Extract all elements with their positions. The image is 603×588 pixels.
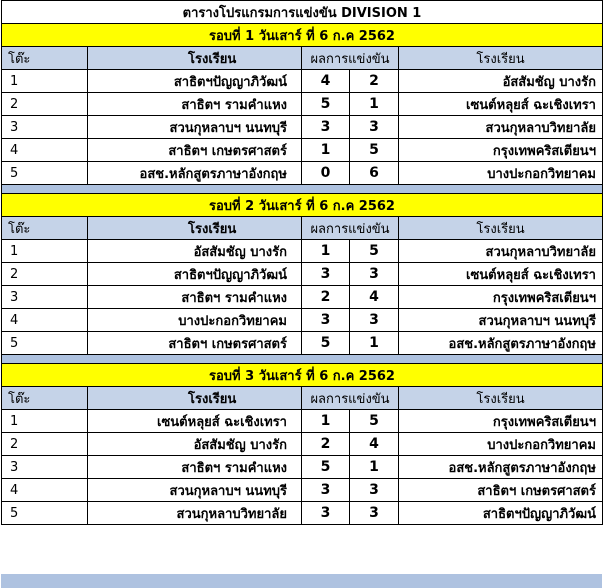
away-school: เซนต์หลุยส์ ฉะเชิงเทรา bbox=[399, 263, 603, 286]
home-school: สวนกุหลาบฯ นนทบุรี bbox=[88, 116, 302, 139]
table-number: 5 bbox=[2, 502, 88, 525]
away-score: 4 bbox=[350, 433, 399, 456]
match-row bbox=[2, 93, 603, 116]
page-title: ตารางโปรแกรมการแข่งขัน DIVISION 1 bbox=[2, 1, 603, 24]
home-school: บางปะกอกวิทยาคม bbox=[88, 309, 302, 332]
away-school: กรุงเทพคริสเตียนฯ bbox=[399, 410, 603, 433]
table-number: 3 bbox=[2, 286, 88, 309]
round-header-row bbox=[2, 24, 603, 47]
home-school: อสช.หลักสูตรภาษาอังกฤษ bbox=[88, 162, 302, 185]
away-school: กรุงเทพคริสเตียนฯ bbox=[399, 286, 603, 309]
header-away-school: โรงเรียน bbox=[399, 47, 603, 70]
away-school: บางปะกอกวิทยาคม bbox=[399, 162, 603, 185]
match-row bbox=[2, 139, 603, 162]
home-score: 5 bbox=[302, 332, 350, 355]
away-score: 3 bbox=[350, 116, 399, 139]
away-school: เซนต์หลุยส์ ฉะเชิงเทรา bbox=[399, 93, 603, 116]
away-score: 5 bbox=[350, 410, 399, 433]
header-result: ผลการแข่งขัน bbox=[302, 217, 399, 240]
separator-cell bbox=[2, 185, 603, 194]
table-number: 5 bbox=[2, 332, 88, 355]
away-school: สวนกุหลาบวิทยาลัย bbox=[399, 240, 603, 263]
schedule-body bbox=[2, 1, 603, 525]
away-score: 3 bbox=[350, 502, 399, 525]
away-score: 3 bbox=[350, 479, 399, 502]
home-score: 1 bbox=[302, 240, 350, 263]
away-school: อัสสัมชัญ บางรัก bbox=[399, 70, 603, 93]
match-row bbox=[2, 502, 603, 525]
table-number: 1 bbox=[2, 70, 88, 93]
match-row bbox=[2, 240, 603, 263]
home-school: สาธิตฯ รามคำแหง bbox=[88, 93, 302, 116]
away-school: สาธิตฯ เกษตรศาสตร์ bbox=[399, 479, 603, 502]
match-row bbox=[2, 263, 603, 286]
home-school: สาธิตฯ รามคำแหง bbox=[88, 456, 302, 479]
home-score: 2 bbox=[302, 433, 350, 456]
home-score: 2 bbox=[302, 286, 350, 309]
away-school: อสช.หลักสูตรภาษาอังกฤษ bbox=[399, 456, 603, 479]
home-school: สวนกุหลาบฯ นนทบุรี bbox=[88, 479, 302, 502]
away-school: สวนกุหลาบวิทยาลัย bbox=[399, 116, 603, 139]
home-score: 4 bbox=[302, 70, 350, 93]
round-label: รอบที่ 2 วันเสาร์ ที่ 6 ก.ค 2562 bbox=[2, 194, 603, 217]
home-school: สาธิตฯปัญญาภิวัฒน์ bbox=[88, 70, 302, 93]
home-school: สาธิตฯ เกษตรศาสตร์ bbox=[88, 332, 302, 355]
column-header-row bbox=[2, 217, 603, 240]
match-row bbox=[2, 332, 603, 355]
match-row bbox=[2, 309, 603, 332]
away-score: 6 bbox=[350, 162, 399, 185]
home-score: 0 bbox=[302, 162, 350, 185]
home-school: สาธิตฯปัญญาภิวัฒน์ bbox=[88, 263, 302, 286]
separator-cell bbox=[2, 355, 603, 364]
table-number: 4 bbox=[2, 479, 88, 502]
table-number: 4 bbox=[2, 309, 88, 332]
table-number: 1 bbox=[2, 240, 88, 263]
away-score: 3 bbox=[350, 309, 399, 332]
match-row bbox=[2, 162, 603, 185]
home-school: อัสสัมชัญ บางรัก bbox=[88, 433, 302, 456]
table-number: 2 bbox=[2, 93, 88, 116]
header-result: ผลการแข่งขัน bbox=[302, 387, 399, 410]
home-school: สวนกุหลาบวิทยาลัย bbox=[88, 502, 302, 525]
schedule-table bbox=[1, 0, 603, 525]
home-score: 5 bbox=[302, 93, 350, 116]
home-score: 5 bbox=[302, 456, 350, 479]
match-row bbox=[2, 433, 603, 456]
column-header-row bbox=[2, 47, 603, 70]
round-label: รอบที่ 3 วันเสาร์ ที่ 6 ก.ค 2562 bbox=[2, 364, 603, 387]
away-score: 5 bbox=[350, 240, 399, 263]
round-separator bbox=[2, 185, 603, 194]
home-school: เซนต์หลุยส์ ฉะเชิงเทรา bbox=[88, 410, 302, 433]
table-number: 3 bbox=[2, 456, 88, 479]
column-header-row bbox=[2, 387, 603, 410]
away-score: 5 bbox=[350, 139, 399, 162]
home-score: 1 bbox=[302, 139, 350, 162]
away-school: บางปะกอกวิทยาคม bbox=[399, 433, 603, 456]
table-number: 1 bbox=[2, 410, 88, 433]
header-home-school: โรงเรียน bbox=[88, 217, 302, 240]
round-label: รอบที่ 1 วันเสาร์ ที่ 6 ก.ค 2562 bbox=[2, 24, 603, 47]
home-score: 3 bbox=[302, 309, 350, 332]
home-school: สาธิตฯ รามคำแหง bbox=[88, 286, 302, 309]
away-score: 1 bbox=[350, 456, 399, 479]
header-away-school: โรงเรียน bbox=[399, 217, 603, 240]
home-school: สาธิตฯ เกษตรศาสตร์ bbox=[88, 139, 302, 162]
header-result: ผลการแข่งขัน bbox=[302, 47, 399, 70]
away-score: 1 bbox=[350, 93, 399, 116]
table-number: 5 bbox=[2, 162, 88, 185]
header-table: โต๊ะ bbox=[2, 217, 88, 240]
header-away-school: โรงเรียน bbox=[399, 387, 603, 410]
away-school: อสช.หลักสูตรภาษาอังกฤษ bbox=[399, 332, 603, 355]
match-row bbox=[2, 479, 603, 502]
title-row bbox=[2, 1, 603, 24]
away-school: สวนกุหลาบฯ นนทบุรี bbox=[399, 309, 603, 332]
away-school: กรุงเทพคริสเตียนฯ bbox=[399, 139, 603, 162]
home-score: 1 bbox=[302, 410, 350, 433]
table-number: 3 bbox=[2, 116, 88, 139]
home-score: 3 bbox=[302, 116, 350, 139]
home-score: 3 bbox=[302, 263, 350, 286]
table-number: 2 bbox=[2, 433, 88, 456]
home-school: อัสสัมชัญ บางรัก bbox=[88, 240, 302, 263]
match-row bbox=[2, 456, 603, 479]
away-score: 2 bbox=[350, 70, 399, 93]
match-row bbox=[2, 70, 603, 93]
round-separator bbox=[2, 355, 603, 364]
header-home-school: โรงเรียน bbox=[88, 47, 302, 70]
match-row bbox=[2, 116, 603, 139]
header-table: โต๊ะ bbox=[2, 387, 88, 410]
match-row bbox=[2, 286, 603, 309]
away-score: 3 bbox=[350, 263, 399, 286]
match-row bbox=[2, 410, 603, 433]
away-score: 1 bbox=[350, 332, 399, 355]
round-header-row bbox=[2, 364, 603, 387]
table-number: 4 bbox=[2, 139, 88, 162]
round-header-row bbox=[2, 194, 603, 217]
home-score: 3 bbox=[302, 479, 350, 502]
away-school: สาธิตฯปัญญาภิวัฒน์ bbox=[399, 502, 603, 525]
table-number: 2 bbox=[2, 263, 88, 286]
header-home-school: โรงเรียน bbox=[88, 387, 302, 410]
header-table: โต๊ะ bbox=[2, 47, 88, 70]
away-score: 4 bbox=[350, 286, 399, 309]
home-score: 3 bbox=[302, 502, 350, 525]
bottom-band bbox=[1, 574, 602, 588]
